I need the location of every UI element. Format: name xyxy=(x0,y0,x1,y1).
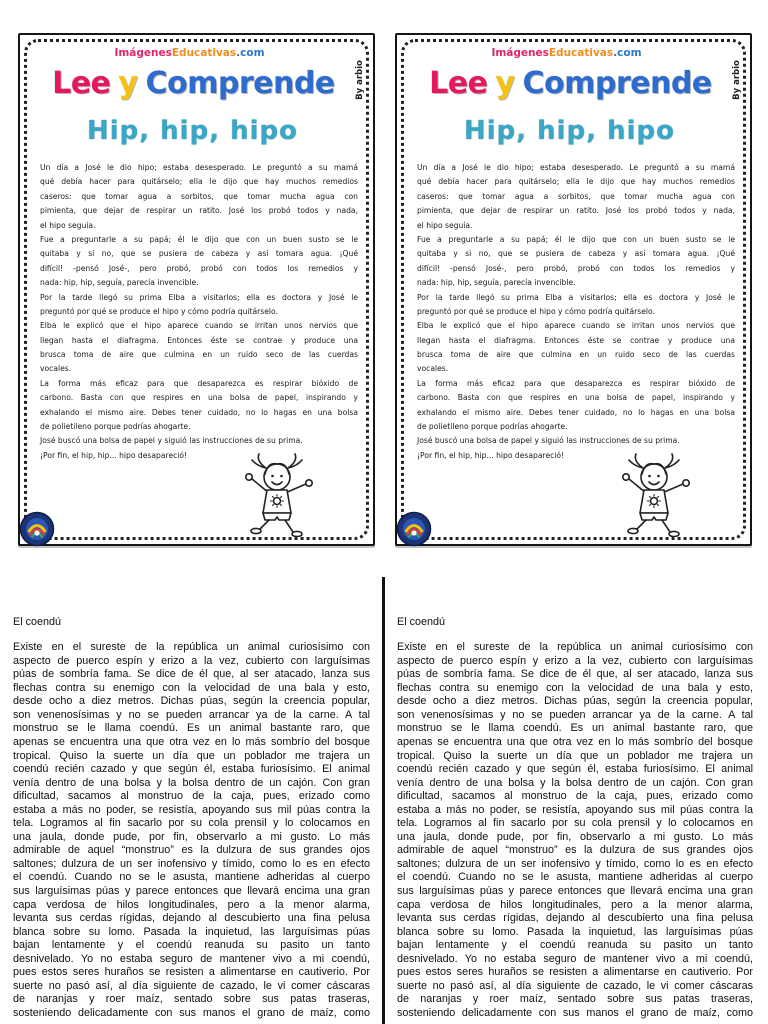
article-line: flechas contra su enemigo con la velocidad de una bala y esto, xyxy=(397,681,753,694)
article-line: capa verdosa de hilos longitudinales, pero a la menor alarma, xyxy=(13,898,370,911)
story-paragraph xyxy=(417,291,735,320)
article-line: el coendú. Cuando no se le asusta, mantiene adheridas al cuerpo xyxy=(13,871,370,884)
story-paragraph xyxy=(40,161,358,233)
article-line: sus larguísimas púas y parece entonces que llevará encima una gran xyxy=(13,885,370,898)
article-line: admirable de aquel “monstruo” es la dulzura de sus grandes ojos xyxy=(397,844,753,857)
article-body xyxy=(397,641,753,1020)
site-part: Educativas xyxy=(548,47,614,59)
story-line: La forma más eficaz para que desaparezca es respirar bióxido de xyxy=(40,378,358,388)
story-line: exhalando el mismo aire. Debes tener cuidado, no lo hagas en una bolsa xyxy=(40,407,358,417)
article-line: saltones; dulzura de un ser inofensivo y tímido, como lo es en efecto xyxy=(13,857,370,870)
story-paragraph xyxy=(417,434,735,448)
school-logo-icon xyxy=(19,511,55,547)
story-line: quitaba y si no, que se pusiera de cabeza y así tomara agua. ¡Qué xyxy=(417,249,735,259)
site-part: Imágenes xyxy=(491,47,549,59)
article-line: estaba a más no poder, se resistía, apoyando sus mil púas contra la xyxy=(397,803,753,816)
article-line: una jaula, donde pude, por fin, observarlo a mi gusto. Lo más xyxy=(397,830,753,843)
article-line: suerte no pasó así, al día siguiente de cazado, le vi comer cáscaras xyxy=(397,979,753,992)
story-line: difícil! -pensó José-, pero probó, probó con todos los remedios y xyxy=(40,263,358,273)
title-word: Lee xyxy=(429,66,488,101)
story-title: Hip, hip, hipo xyxy=(86,116,299,146)
story-line: qué debía hacer para quitárselo; ella le dijo que hay muchos remedios xyxy=(40,177,358,187)
article-column-right xyxy=(397,615,753,1021)
story-line: pimienta, que dejar de respirar un ratito. José los probó todos y nada, xyxy=(417,206,735,216)
article-line: pues estos seres huraños se resisten a alimentarse en cautiverio. Por xyxy=(397,966,753,979)
story-line: llegan hasta el diafragma. Entonces éste se contrae y produce una xyxy=(40,335,358,345)
article-line: levanta sus cerdas rígidas, dejando al descubierto una fina pelusa xyxy=(13,912,370,925)
story-line: difícil! -pensó José-, pero probó, probó con todos los remedios y xyxy=(417,263,735,273)
article-line: tropical. Quiso la suerte un día que un poblador me trajera un xyxy=(13,749,370,762)
story-line: qué debía hacer para quitárselo; ella le dijo que hay muchos remedios xyxy=(417,177,735,187)
article-line: desnivelado. Yo no estaba seguro de mantener vivo a mi coendú, xyxy=(397,952,753,965)
story-text xyxy=(40,161,358,463)
jumping-child-illustration xyxy=(602,453,702,537)
title-word: y xyxy=(118,66,138,101)
story-line: ¡Por fin, el hip, hip... hipo desapareció! xyxy=(40,450,188,460)
story-line: caseros: que tomar agua a sorbitos, que tomar mucha agua con xyxy=(40,191,358,201)
article-line: son venenosísimas y no se pueden arrancar ya de la carne. A tal xyxy=(13,708,370,721)
story-line: Elba le explicó que el hipo aparece cuando se irritan unos nervios que xyxy=(417,321,735,331)
article-line: apenas se encuentra una que otra vez en lo más sombrío del bosque xyxy=(13,736,370,749)
article-line: desde ocho a diez metros. Dichas púas, según la creencia popular, xyxy=(397,695,753,708)
story-line: La forma más eficaz para que desaparezca es respirar bióxido de xyxy=(417,378,735,388)
story-line: José buscó una bolsa de papel y siguió las instrucciones de su prima. xyxy=(40,436,303,446)
article-line: monstruo se le llama coendú. Es un animal bastante raro, que xyxy=(397,722,753,735)
story-line: brusca toma de aire que culmina en un ruido seco de las cuerdas xyxy=(417,350,735,360)
article-line: dificultad, sacamos al monstruo de la caja, pues, erizado como xyxy=(13,790,370,803)
story-line: ¡Por fin, el hip, hip... hipo desapareció! xyxy=(417,450,565,460)
story-line: llegan hasta el diafragma. Entonces éste se contrae y produce una xyxy=(417,335,735,345)
article-line: monstruo se le llama coendú. Es un animal bastante raro, que xyxy=(13,722,370,735)
article-line: de naranjas y roer maíz, sentado sobre sus patas traseras, xyxy=(13,993,370,1006)
story-line: quitaba y si no, que se pusiera de cabeza y así tomara agua. ¡Qué xyxy=(40,249,358,259)
article-line: estaba a más no poder, se resistía, apoyando sus mil púas contra la xyxy=(13,803,370,816)
school-logo-icon xyxy=(396,511,432,547)
story-paragraph xyxy=(417,319,735,377)
article-line: sus larguísimas púas y parece entonces que llevará encima una gran xyxy=(397,885,753,898)
story-line: nada: hip, hip, seguía, parecía invencible. xyxy=(417,278,576,288)
article-line: tela. Logramos al fin sacarlo por su cola prensil y lo colocamos en xyxy=(397,817,753,830)
story-line: vocales. xyxy=(40,364,72,374)
article-line: desnivelado. Yo no estaba seguro de mantener vivo a mi coendú, xyxy=(13,952,370,965)
article-line: blanca sobre su lomo. Pasada la inquietud, las larguísimas púas xyxy=(13,925,370,938)
article-line: suerte no pasó así, al día siguiente de cazado, le vi comer cáscaras xyxy=(13,979,370,992)
author-credit: By arbio xyxy=(732,60,742,100)
card-frame xyxy=(18,33,375,546)
column-divider xyxy=(382,577,385,1024)
story-line: caseros: que tomar agua a sorbitos, que tomar mucha agua con xyxy=(417,191,735,201)
story-line: carbono. Basta con que respires en una bolsa de papel, inspirando y xyxy=(40,393,358,403)
worksheet-title xyxy=(397,65,744,103)
site-part: Educativas xyxy=(171,47,237,59)
article-line: sosteniendo delicadamente con sus manos el grano de maíz, como xyxy=(13,1006,370,1019)
article-line: bajan lentamente y el coendú reanuda su pasito un tanto xyxy=(397,939,753,952)
article-line: flechas contra su enemigo con la velocidad de una bala y esto, xyxy=(13,681,370,694)
story-line: Elba le explicó que el hipo aparece cuando se irritan unos nervios que xyxy=(40,321,358,331)
title-word: y xyxy=(495,66,515,101)
story-line: Un día a José le dio hipo; estaba desesperado. Le preguntó a su mamá xyxy=(417,163,735,172)
article-line: dificultad, sacamos al monstruo de la caja, pues, erizado como xyxy=(397,790,753,803)
article-line: Existe en el sureste de la república un animal curiosísimo con xyxy=(13,641,370,654)
article-line: coendú recién cazado y que según él, estaba furiosísimo. El animal xyxy=(13,763,370,776)
article-line: coendú recién cazado y que según él, estaba furiosísimo. El animal xyxy=(397,763,753,776)
author-credit: By arbio xyxy=(355,60,365,100)
article-title: El coendú xyxy=(13,616,62,628)
article-line: blanca sobre su lomo. Pasada la inquietud, las larguísimas púas xyxy=(397,925,753,938)
story-line: de polietileno porque podrías ahogarte. xyxy=(40,422,191,432)
worksheet-title xyxy=(20,65,367,103)
story-title: Hip, hip, hipo xyxy=(463,116,676,146)
story-paragraph xyxy=(40,377,358,435)
story-paragraph xyxy=(417,377,735,435)
article-line: bajan lentamente y el coendú reanuda su pasito un tanto xyxy=(13,939,370,952)
article-line: púas de sombría fama. Se dice de él que, al ser atacado, lanza sus xyxy=(397,668,753,681)
site-watermark xyxy=(397,46,736,60)
story-line: vocales. xyxy=(417,364,449,374)
article-line: apenas se encuentra una que otra vez en lo más sombrío del bosque xyxy=(397,736,753,749)
story-line: exhalando el mismo aire. Debes tener cuidado, no lo hagas en una bolsa xyxy=(417,407,735,417)
article-line: levanta sus cerdas rígidas, dejando al descubierto una fina pelusa xyxy=(397,912,753,925)
site-watermark xyxy=(20,46,359,60)
article-line: admirable de aquel “monstruo” es la dulzura de sus grandes ojos xyxy=(13,844,370,857)
site-part: .com xyxy=(236,47,265,59)
story-paragraph xyxy=(40,319,358,377)
article-line: de naranjas y roer maíz, sentado sobre sus patas traseras, xyxy=(397,993,753,1006)
story-text xyxy=(417,161,735,463)
jumping-child-illustration xyxy=(225,453,325,537)
title-word: Lee xyxy=(52,66,111,101)
title-word: Comprende xyxy=(145,66,335,101)
story-line: José buscó una bolsa de papel y siguió las instrucciones de su prima. xyxy=(417,436,680,446)
article-line: aspecto de puerco espín y erizo a la vez, cubierto con larguísimas xyxy=(397,654,753,667)
worksheet-card-left xyxy=(18,33,375,546)
story-line: pimienta, que dejar de respirar un ratito. José los probó todos y nada, xyxy=(40,206,358,216)
story-line: brusca toma de aire que culmina en un ruido seco de las cuerdas xyxy=(40,350,358,360)
article-line: venía dentro de una bolsa y la bolsa dentro de un cajón. Con gran xyxy=(13,776,370,789)
article-line: son venenosísimas y no se pueden arrancar ya de la carne. A tal xyxy=(397,708,753,721)
article-line: púas de sombría fama. Se dice de él que, al ser atacado, lanza sus xyxy=(13,668,370,681)
story-paragraph xyxy=(40,434,358,448)
story-line: Fue a preguntarle a su papá; él le dijo que con un buen susto se le xyxy=(417,234,735,244)
article-line: Existe en el sureste de la república un animal curiosísimo con xyxy=(397,641,753,654)
story-paragraph xyxy=(40,233,358,291)
story-paragraph xyxy=(417,233,735,291)
story-line: preguntó por qué se produce el hipo y cómo podría quitárselo. xyxy=(417,306,655,316)
article-title: El coendú xyxy=(397,616,446,628)
article-line: capa verdosa de hilos longitudinales, pero a la menor alarma, xyxy=(397,898,753,911)
story-line: Fue a preguntarle a su papá; él le dijo que con un buen susto se le xyxy=(40,234,358,244)
article-line: saltones; dulzura de un ser inofensivo y tímido, como lo es en efecto xyxy=(397,857,753,870)
worksheet-card-right xyxy=(395,33,752,546)
story-line: el hipo seguía. xyxy=(417,220,473,230)
article-line: tela. Logramos al fin sacarlo por su cola prensil y lo colocamos en xyxy=(13,817,370,830)
article-line: pues estos seres huraños se resisten a alimentarse en cautiverio. Por xyxy=(13,966,370,979)
story-line: preguntó por qué se produce el hipo y cómo podría quitárselo. xyxy=(40,306,278,316)
story-line: Por la tarde llegó su prima Elba a visitarlos; ella es doctora y José le xyxy=(417,292,735,302)
article-line: el coendú. Cuando no se le asusta, mantiene adheridas al cuerpo xyxy=(397,871,753,884)
article-column-left xyxy=(13,615,370,1021)
story-paragraph xyxy=(417,161,735,233)
article-line: aspecto de puerco espín y erizo a la vez, cubierto con larguísimas xyxy=(13,654,370,667)
story-line: carbono. Basta con que respires en una bolsa de papel, inspirando y xyxy=(417,393,735,403)
story-line: el hipo seguía. xyxy=(40,220,96,230)
story-line: nada: hip, hip, seguía, parecía invencible. xyxy=(40,278,199,288)
card-frame xyxy=(395,33,752,546)
article-line: desde ocho a diez metros. Dichas púas, según la creencia popular, xyxy=(13,695,370,708)
article-line: tropical. Quiso la suerte un día que un poblador me trajera un xyxy=(397,749,753,762)
article-body xyxy=(13,641,370,1020)
story-line: Un día a José le dio hipo; estaba desesperado. Le preguntó a su mamá xyxy=(40,163,358,172)
story-paragraph xyxy=(40,291,358,320)
site-part: .com xyxy=(613,47,642,59)
story-line: Por la tarde llegó su prima Elba a visitarlos; ella es doctora y José le xyxy=(40,292,358,302)
title-word: Comprende xyxy=(522,66,712,101)
article-line: una jaula, donde pude, por fin, observarlo a mi gusto. Lo más xyxy=(13,830,370,843)
story-line: de polietileno porque podrías ahogarte. xyxy=(417,422,568,432)
article-line: venía dentro de una bolsa y la bolsa dentro de un cajón. Con gran xyxy=(397,776,753,789)
site-part: Imágenes xyxy=(114,47,172,59)
article-line: sosteniendo delicadamente con sus manos el grano de maíz, como xyxy=(397,1006,753,1019)
